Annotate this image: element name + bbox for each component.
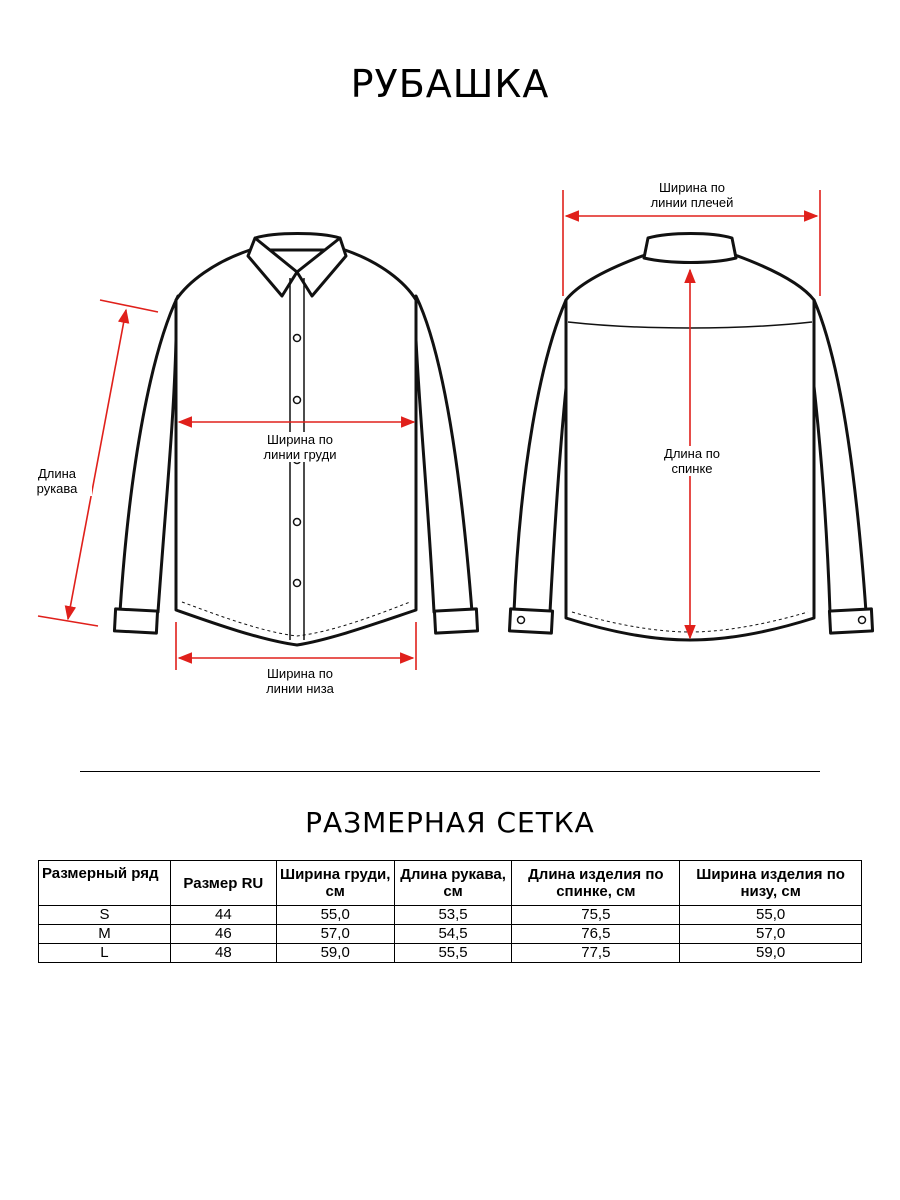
back-left-cuff: [509, 609, 552, 633]
table-row: [39, 906, 862, 925]
header-size-range: Размерный ряд: [39, 861, 171, 906]
table-cell: 57,0: [680, 925, 862, 944]
table-cell: L: [39, 944, 171, 963]
header-sleeve-length: Длина рукава, см: [394, 861, 512, 906]
label-hem-width: Ширина по линии низа: [248, 666, 352, 696]
label-shoulder-width: Ширина по линии плечей: [640, 180, 744, 210]
table-cell: 54,5: [394, 925, 512, 944]
table-cell: 44: [170, 906, 276, 925]
table-cell: 53,5: [394, 906, 512, 925]
table-cell: 57,0: [276, 925, 394, 944]
table-cell: 59,0: [680, 944, 862, 963]
section-divider: [80, 771, 820, 772]
table-cell: 48: [170, 944, 276, 963]
table-cell: 55,0: [276, 906, 394, 925]
shirt-back-view: [509, 234, 872, 641]
table-cell: 59,0: [276, 944, 394, 963]
table-cell: 77,5: [512, 944, 680, 963]
table-cell: M: [39, 925, 171, 944]
size-chart-title: РАЗМЕРНАЯ СЕТКА: [305, 806, 595, 839]
table-cell: 76,5: [512, 925, 680, 944]
front-collar-band: [255, 234, 340, 239]
table-cell: S: [39, 906, 171, 925]
table-row: [39, 925, 862, 944]
label-chest-width: Ширина по линии груди: [248, 432, 352, 462]
label-back-length: Длина по спинке: [645, 446, 739, 476]
header-back-length: Длина изделия по спинке, см: [512, 861, 680, 906]
back-collar: [644, 234, 736, 263]
size-chart-table: [38, 860, 862, 963]
table-cell: 55,5: [394, 944, 512, 963]
table-cell: 55,0: [680, 906, 862, 925]
header-hem-width: Ширина изделия по низу, см: [680, 861, 862, 906]
label-sleeve-length: Длина рукава: [22, 466, 92, 496]
front-left-sleeve: [120, 296, 178, 612]
front-right-cuff: [434, 609, 477, 633]
table-row: [39, 944, 862, 963]
front-right-sleeve: [416, 296, 472, 612]
size-chart-header-row: [39, 861, 862, 906]
back-right-sleeve: [810, 300, 866, 612]
header-size-ru: Размер RU: [170, 861, 276, 906]
header-chest-width: Ширина груди, см: [276, 861, 394, 906]
sleeve-length-line: [68, 310, 126, 619]
back-left-sleeve: [514, 300, 570, 612]
table-cell: 46: [170, 925, 276, 944]
page-title: РУБАШКА: [350, 62, 550, 106]
table-cell: 75,5: [512, 906, 680, 925]
front-left-cuff: [114, 609, 157, 633]
